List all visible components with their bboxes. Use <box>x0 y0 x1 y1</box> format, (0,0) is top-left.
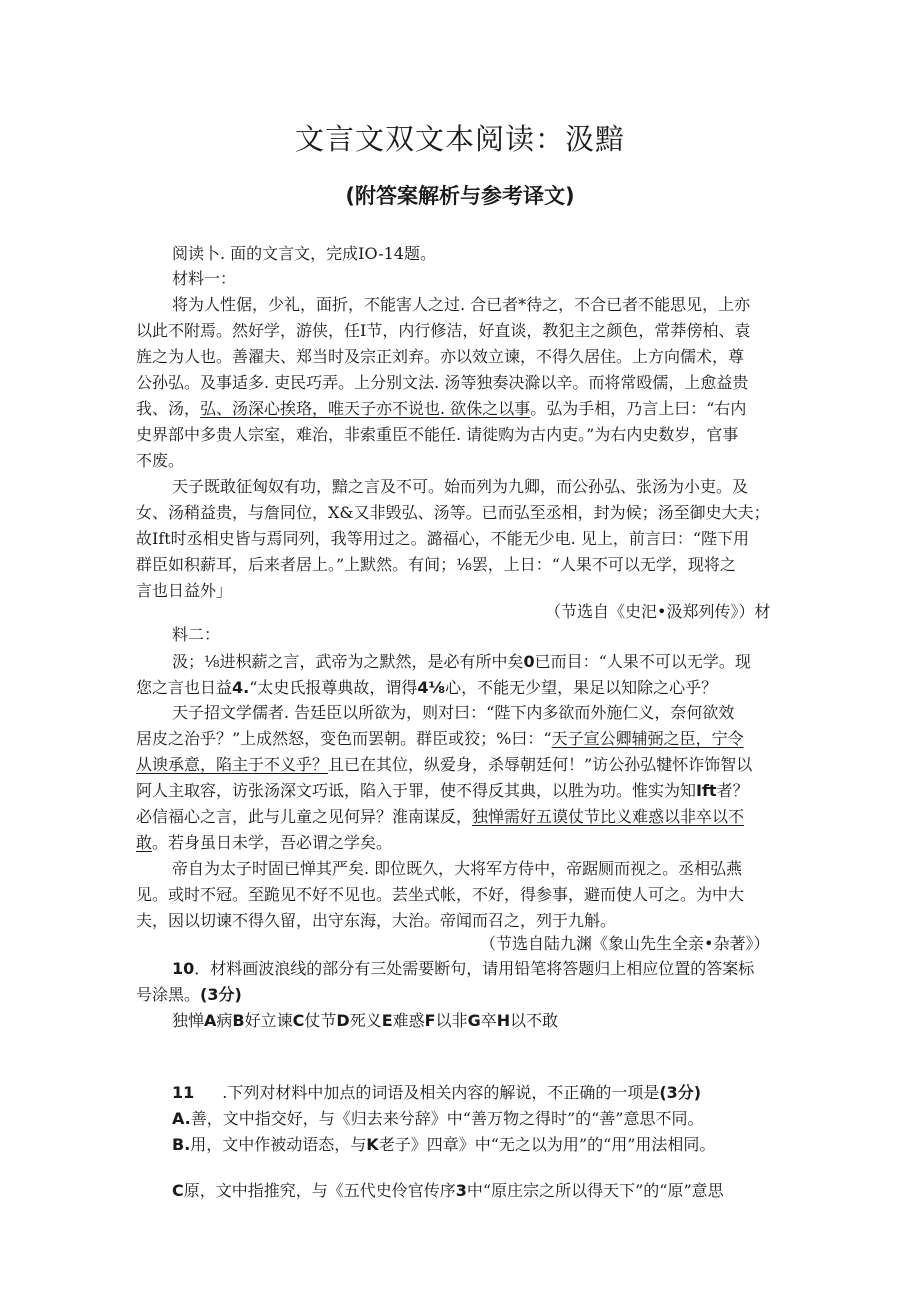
q10-option-label: E <box>381 1011 393 1030</box>
m2-line <box>136 806 744 828</box>
q11-option-label: B. <box>172 1135 191 1154</box>
q11-number: 11 <box>172 1083 195 1102</box>
q11-option-label: C <box>172 1181 184 1200</box>
q10-text: ．材料画波浪线的部分有三处需要断句，请用铅笔将答题归上相应位置的答案标 <box>194 959 755 978</box>
material2-label: 料二： <box>172 625 221 644</box>
q10-seg: 仗节 <box>304 1011 337 1030</box>
m2-line: 天子招文学儒者. 告廷臣以所欲为，则对曰：“陛下内多欲而外施仁义，奈何欲效 <box>172 703 735 722</box>
m2-text: 心，不能无少望，果足以知除之心乎？ <box>445 678 718 697</box>
q10-option-label: H <box>496 1011 511 1030</box>
q10-seg: 好立谏 <box>244 1011 293 1030</box>
m1-line: 言也日益外」 <box>136 581 233 600</box>
m2-text: 。若身虽日未学，吾必谓之学矣。 <box>152 833 393 852</box>
q10-option-label: B <box>232 1011 245 1030</box>
q11-option-text: 中“原庄宗之所以得天下”的“原”意思 <box>466 1181 724 1200</box>
source-2: （节选自陆九渊《象山先生全亲•杂著》） <box>480 934 770 953</box>
m2-text: 必信福心之言，此与儿童之见何异？淮南谋反， <box>136 807 473 826</box>
q11-text: .下列对材料中加点的词语及相关内容的解说，不正确的一项是 <box>222 1083 660 1102</box>
q10-seg: 病 <box>216 1011 233 1030</box>
m1-line: 以此不附焉。然好学，游侠，任I节，内行修洁，好直谈，教犯主之颜色，常莽傍柏、袁 <box>136 321 751 340</box>
q10-text: 号涂黑。 <box>136 985 201 1004</box>
m2-text: 者？ <box>716 781 749 800</box>
m2-text: 阿人主取容，访张汤深文巧诋，陷入于罪，使不得反其典，以胜为功。惟实为知 <box>136 781 697 800</box>
q11-option-c <box>172 1180 724 1202</box>
intro-line: 阅读卜. 面的文言文，完成IO-14题。 <box>172 244 436 263</box>
m2-text: “太史氏报尊典故，谓得 <box>249 678 418 697</box>
page-title: 文言文双文本阅读：汲黯 <box>294 122 625 156</box>
q10-seg: 卒 <box>480 1011 497 1030</box>
m1-line: 女、汤稍益贵，与詹同位，X&又非毁弘、汤等。已而弘至丞相，封为候；汤至御史大夫； <box>136 503 770 522</box>
q11-score: (3分) <box>659 1083 702 1102</box>
q10-line <box>136 984 242 1006</box>
wavy-underline-2: 从谀承意，陷主于不义乎？ <box>136 755 329 774</box>
m1-line: 群臣如积薪耳，后来者居上。”上默然。有间；⅛罢，上日：“人果不可以无学，现将之 <box>136 555 736 574</box>
q10-option-label: D <box>336 1011 350 1030</box>
m1-prefix: 我、汤， <box>136 399 201 418</box>
q10-option-label: A <box>204 1011 217 1030</box>
m2-line: 帝自为太子时固已惮其严矣. 即位既久，大将军方侍中，帝踞厕而视之。丞相弘燕 <box>172 859 743 878</box>
q10-seg: 难惑 <box>392 1011 425 1030</box>
m1-line: 不废。 <box>136 451 185 470</box>
m2-text: 汲；⅛进枳薪之言，武帝为之默然，是必有所中矣 <box>172 652 524 671</box>
m2-bold: Ift <box>696 781 717 800</box>
q10-line <box>172 958 754 980</box>
q11-option-text: 老子》四章》中“无之以为用”的“用”用法相同。 <box>378 1135 716 1154</box>
m1-line <box>136 398 746 420</box>
m1-line: 天子既敢征匈奴有功，黯之言及不可。始而列为九卿，而公孙弘、张汤为小吏。及 <box>172 477 749 496</box>
m2-line <box>136 677 717 699</box>
page-subtitle: (附答案解析与参考译文) <box>345 184 575 208</box>
m2-bold: 0 <box>523 652 535 671</box>
q10-number: 10 <box>172 959 195 978</box>
m2-bold: 4. <box>232 678 250 697</box>
wavy-underline-1: 弘、汤深心挨珞，唯天子亦不说也. 欲侏之以事 <box>200 399 531 418</box>
q10-option-label: G <box>467 1011 481 1030</box>
q11-option-label: A. <box>172 1109 191 1128</box>
m1-suffix: 。弘为手相，乃言上曰：“右内 <box>530 399 747 418</box>
m2-line <box>136 780 749 802</box>
q11-option-b <box>172 1134 715 1156</box>
q10-option-label: F <box>424 1011 436 1030</box>
wavy-underline-3: 独惮需好五谟仗节比义难惑以非卒以不 <box>472 807 745 826</box>
m2-text: 您之言也日益 <box>136 678 233 697</box>
source-1: （节选自《史汜•汲郑列传》）材 <box>545 602 771 621</box>
m2-text: 已而目：“人果不可以无学。现 <box>534 652 751 671</box>
m1-line: 故Ift时丞相史皆与焉同列，我等用过之。潞福心，不能无少电. 见上，前言曰：“陛下用 <box>136 529 750 548</box>
m2-line <box>136 832 392 854</box>
q11-option-bold: K <box>366 1135 379 1154</box>
m1-line: 将为人性倨，少礼，面折，不能害人之过. 合已者*待之，不合已者不能思见，上亦 <box>172 295 751 314</box>
q11-option-a <box>172 1108 704 1130</box>
material1-label: 材料一： <box>172 269 237 288</box>
q10-score: (3分) <box>200 985 242 1004</box>
m2-line <box>136 754 752 776</box>
wavy-underline-2: 天子宣公卿辅弼之臣，宁令 <box>551 729 744 748</box>
q11-option-text: 善，文中指交好，与《归去来兮辞》中“善万物之得时”的“善”意思不同。 <box>190 1109 704 1128</box>
q10-options <box>172 1010 558 1032</box>
q10-seg: 独惮 <box>172 1011 205 1030</box>
m2-line <box>136 728 744 750</box>
q11-option-text: 用，文中作被动语态，与 <box>190 1135 367 1154</box>
m1-line: 史界部中多贵人宗室，难治，非索重臣不能任. 请徙购为古内吏。”为右内史数岁，官事 <box>136 425 739 444</box>
m1-line: 旌之为人也。善濯夫、郑当时及宗正刘弃。亦以效立谏，不得久居住。上方向儒术，尊 <box>136 347 745 366</box>
m2-line: 见。或时不冠。至跪见不好不见也。芸坐式帐，不好，得参事，避而使人可之。为中大 <box>136 885 745 904</box>
m2-bold: 4⅛ <box>417 678 446 697</box>
m1-line: 公孙弘。及事适多. 吏民巧弄。上分别文法. 汤等独奏决滁以辛。而将常殴儒，上愈益贵 <box>136 373 749 392</box>
wavy-underline-3: 敢 <box>136 833 153 852</box>
m2-line <box>172 651 751 673</box>
q10-seg: 以非 <box>435 1011 468 1030</box>
q10-option-label: C <box>292 1011 305 1030</box>
q11-option-bold: 3 <box>455 1181 467 1200</box>
q11-option-text: 原，文中指推究，与《五代史伶官传序 <box>183 1181 456 1200</box>
m2-text: 且已在其位，纵爱身，杀辱朝廷何！”访公孙弘犍怀诈饰智以 <box>328 755 753 774</box>
m2-text: 居皮之治乎？”上成然怒，变色而罢朝。群臣或狡；%曰：“ <box>136 729 552 748</box>
q10-seg: 以不敢 <box>510 1011 559 1030</box>
q10-seg: 死义 <box>349 1011 382 1030</box>
q11-line <box>172 1082 701 1104</box>
m2-line: 夫，因以切谏不得久留，出守东海，大治。帝闻而召之，列于九斛。 <box>136 911 617 930</box>
